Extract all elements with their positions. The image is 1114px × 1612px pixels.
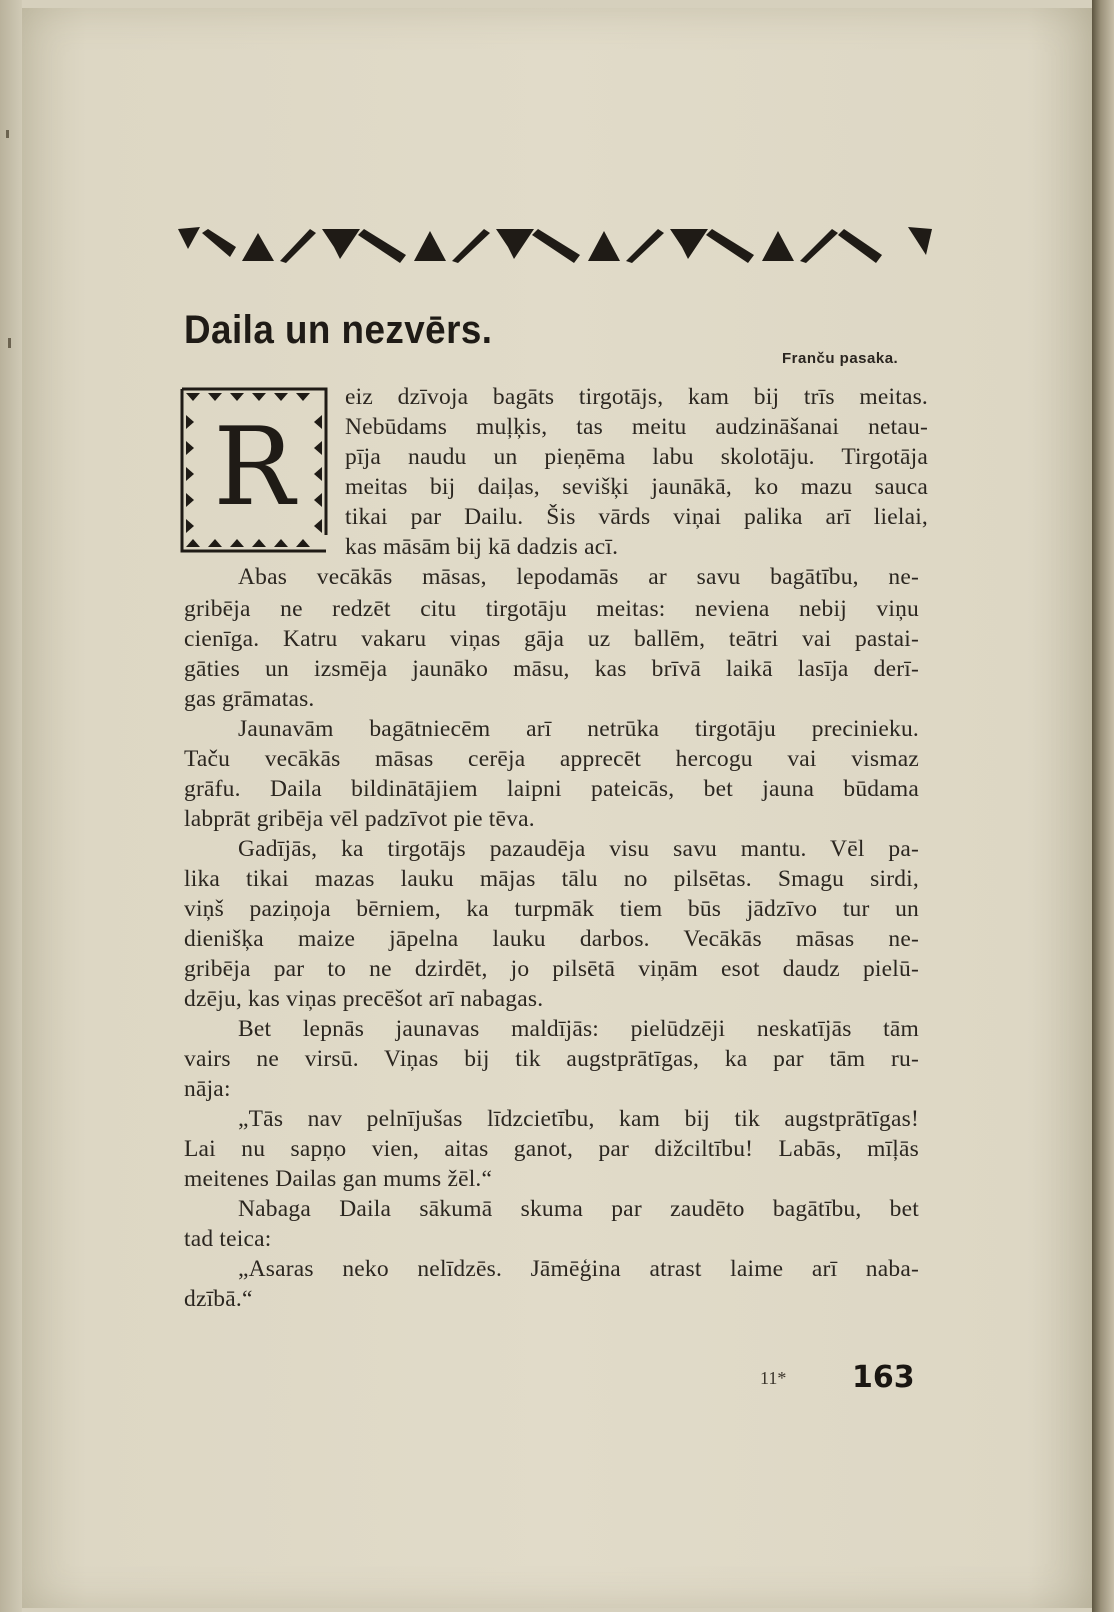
text-line: Nebūdams muļķis, tas meitu audzināšanai netau- (345, 414, 928, 440)
page-gutter-left (0, 0, 22, 1612)
text-line: lika tikai mazas lauku mājas tālu no pilsētas. Smagu sirdi, (184, 866, 919, 892)
signature-mark: 11* (760, 1368, 787, 1388)
text-line: dzībā.“ (184, 1286, 253, 1312)
text-line: meitenes Dailas gan mums žēl.“ (184, 1166, 493, 1192)
margin-mark (8, 338, 11, 348)
text-line: dienišķa maize jāpelna lauku darbos. Vecākās māsas ne- (184, 926, 919, 952)
text-line: cienīga. Katru vakaru viņas gāja uz ballēm, teātri vai pastai- (184, 626, 919, 652)
story-subtitle: Franču pasaka. (782, 350, 899, 367)
page-number: 163 (852, 1360, 915, 1395)
text-line: eiz dzīvoja bagāts tirgotājs, kam bij trīs meitas. (345, 384, 928, 410)
text-line: Abas vecākās māsas, lepodamās ar savu bagātību, ne- (238, 564, 919, 590)
decorative-border-ornament (178, 225, 932, 265)
text-line: vairs ne virsū. Viņas bij tik augstprātīgas, ka par tām ru- (184, 1046, 919, 1072)
text-line: viņš paziņoja bērniem, ka turpmāk tiem būs jādzīvo tur un (184, 896, 919, 922)
text-line: kas māsām bij kā dadzis acī. (345, 534, 619, 560)
margin-mark (6, 130, 9, 138)
text-line: tad teica: (184, 1226, 272, 1252)
text-line: Gadījās, ka tirgotājs pazaudēja visu savu mantu. Vēl pa- (238, 836, 919, 862)
drop-cap (178, 385, 330, 555)
story-title: Daila un nezvērs. (184, 308, 493, 352)
text-line: gribēja par to ne dzirdēt, jo pilsētā viņām esot daudz pielū- (184, 956, 919, 982)
page-edge-right (1092, 0, 1114, 1612)
text-line: „Asaras neko nelīdzēs. Jāmēģina atrast laime arī naba- (238, 1256, 919, 1282)
text-line: dzēju, kas viņas precēšot arī nabagas. (184, 986, 544, 1012)
text-line: gāties un izsmēja jaunāko māsu, kas brīvā laikā lasīja derī- (184, 656, 919, 682)
drop-cap-letter: R (213, 405, 295, 530)
text-line: Bet lepnās jaunavas maldījās: pielūdzēji neskatījās tām (238, 1016, 919, 1042)
text-line: nāja: (184, 1076, 231, 1102)
text-line: Taču vecākās māsas cerēja apprecēt hercogu vai vismaz (184, 746, 919, 772)
text-line: Nabaga Daila sākumā skuma par zaudēto bagātību, bet (238, 1196, 919, 1222)
text-line: pīja naudu un pieņēma labu skolotāju. Tirgotāja (345, 444, 928, 470)
text-line: Lai nu sapņo vien, aitas ganot, par dižciltību! Labās, mīļās (184, 1136, 919, 1162)
text-line: grāfu. Daila bildinātājiem laipni pateicās, bet jauna būdama (184, 776, 919, 802)
text-line: „Tās nav pelnījušas līdzcietību, kam bij tik augstprātīgas! (238, 1106, 919, 1132)
text-line: meitas bij daiļas, sevišķi jaunākā, ko mazu sauca (345, 474, 928, 500)
text-line: Jaunavām bagātniecēm arī netrūka tirgotāju precinieku. (238, 716, 919, 742)
text-line: tikai par Dailu. Šis vārds viņai palika arī lielai, (345, 504, 928, 530)
text-line: gas grāmatas. (184, 686, 315, 712)
text-line: labprāt gribēja vēl padzīvot pie tēva. (184, 806, 535, 832)
text-line: gribēja ne redzēt citu tirgotāju meitas: neviena nebij viņu (184, 596, 919, 622)
